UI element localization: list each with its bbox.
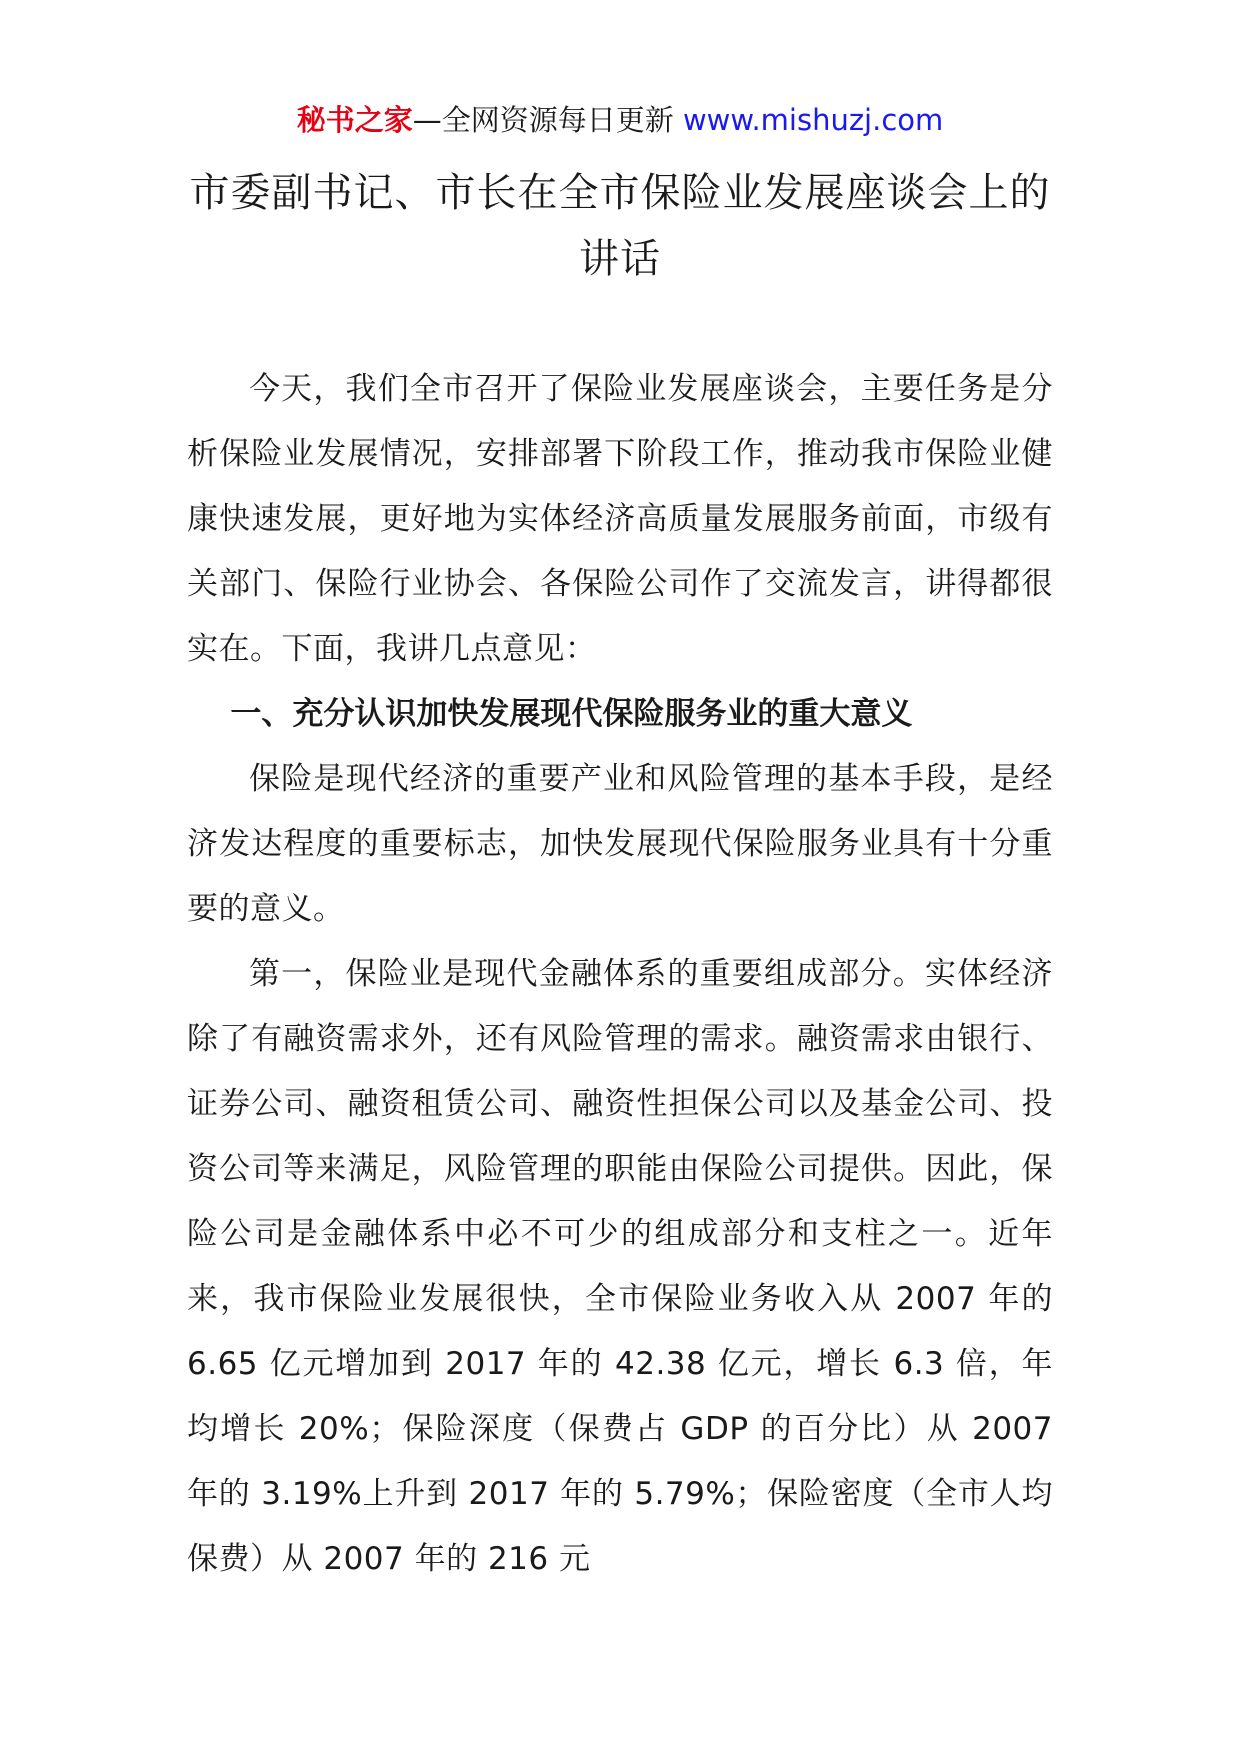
document-title: 市委副书记、市长在全市保险业发展座谈会上的讲话 — [189, 170, 1051, 282]
document-body — [187, 357, 1053, 1592]
site-header — [0, 98, 1240, 142]
header-tagline: —全网资源每日更新 — [412, 103, 683, 137]
section-paragraph-1: 保险是现代经济的重要产业和风险管理的基本手段，是经济发达程度的重要标志，加快发展现代保险服务业具有十分重要的意义。 — [187, 761, 1053, 927]
brand-name: 秘书之家 — [296, 103, 413, 137]
section-paragraph-2: 第一，保险业是现代金融体系的重要组成部分。实体经济除了有融资需求外，还有风险管理的需求。融资需求由银行、证券公司、融资租赁公司、融资性担保公司以及基金公司、投资公司等来满足，风险管理的职能由保险公司提供。因此，保险公司是金融体系中必不可少的组成部分和支柱之一。近年来，我市保险业发展很快，全市保险业务收入从 2007 年的 6.65 亿元增加到 2017 年的 42.38 亿元，增长 6.3 倍，年均增长 20%；保险深度（保费占 GDP 的百分比）从 2007 年的 3.19%上升到 2017 年的 5.79%；保险密度（全市人均保费）从 2007 年的 216 元 — [187, 956, 1053, 1577]
site-url-link[interactable]: www.mishuzj.com — [682, 103, 944, 137]
intro-paragraph: 今天，我们全市召开了保险业发展座谈会，主要任务是分析保险业发展情况，安排部署下阶段工作，推动我市保险业健康快速发展，更好地为实体经济高质量发展服务前面，市级有关部门、保险行业协会、各保险公司作了交流发言，讲得都很实在。下面，我讲几点意见： — [187, 371, 1053, 667]
section-heading: 一、充分认识加快发展现代保险服务业的重大意义 — [230, 696, 913, 732]
